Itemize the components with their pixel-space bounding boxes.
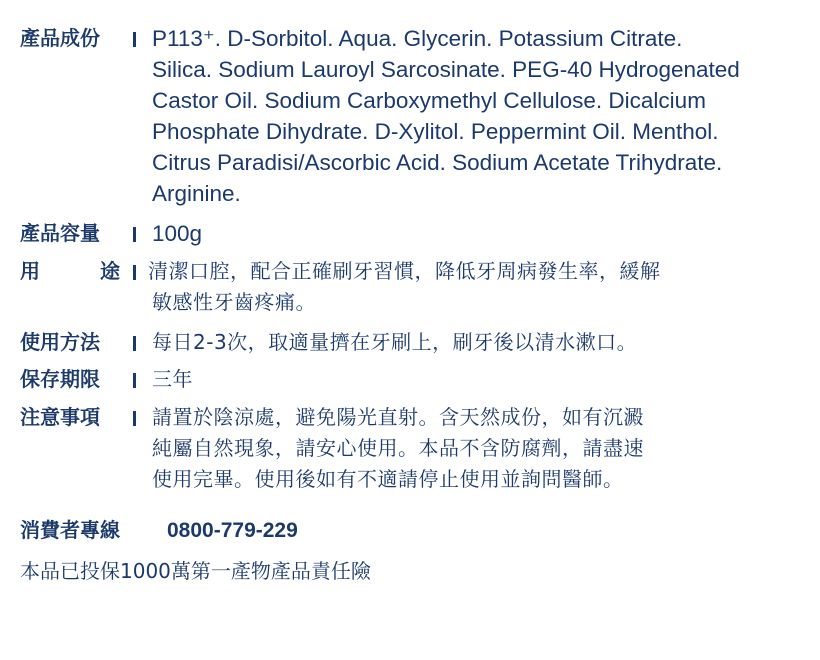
separator-bar bbox=[133, 265, 136, 280]
ingredients-line-6: Arginine. bbox=[152, 181, 241, 206]
ingredients-line-5: Citrus Paradisi/Ascorbic Acid. Sodium Acetate Trihydrate. bbox=[152, 150, 723, 175]
separator-bar bbox=[133, 336, 136, 351]
capacity-value: 100g bbox=[152, 221, 203, 246]
directions-label: 使用方法 bbox=[20, 330, 100, 354]
shelf-life-value: 三年 bbox=[152, 367, 193, 391]
separator-bar bbox=[133, 373, 136, 388]
cautions-line-1: 請置於陰涼處，避免陽光直射。含天然成份，如有沉澱 bbox=[152, 405, 644, 429]
ingredients-line-4: Phosphate Dihydrate. D-Xylitol. Peppermint Oil. Menthol. bbox=[152, 119, 719, 144]
ingredients-line-1: P113⁺. D-Sorbitol. Aqua. Glycerin. Potassium Citrate. bbox=[152, 26, 683, 51]
hotline-number: 0800-779-229 bbox=[167, 519, 298, 542]
cautions-line-3: 使用完畢。使用後如有不適請停止使用並詢問醫師。 bbox=[152, 467, 624, 491]
hotline-label: 消費者專線 bbox=[20, 518, 120, 542]
shelf-life-label: 保存期限 bbox=[20, 367, 100, 391]
ingredients-line-2: Silica. Sodium Lauroyl Sarcosinate. PEG-40 Hydrogenated bbox=[152, 57, 740, 82]
usage-line-2: 敏感性牙齒疼痛。 bbox=[152, 290, 316, 314]
ingredients-label: 產品成份 bbox=[20, 26, 100, 50]
separator-bar bbox=[133, 32, 136, 47]
cautions-line-2: 純屬自然現象，請安心使用。本品不含防腐劑，請盡速 bbox=[152, 436, 644, 460]
ingredients-line-3: Castor Oil. Sodium Carboxymethyl Cellulose. Dicalcium bbox=[152, 88, 706, 113]
insurance-note: 本品已投保1000萬第一產物產品責任險 bbox=[20, 559, 371, 583]
usage-line-1: 清潔口腔，配合正確刷牙習慣，降低牙周病發生率，緩解 bbox=[148, 259, 661, 283]
capacity-label: 產品容量 bbox=[20, 221, 100, 245]
separator-bar bbox=[133, 411, 136, 426]
separator-bar bbox=[133, 227, 136, 242]
usage-label: 用途 bbox=[20, 259, 120, 283]
directions-value: 每日2-3次，取適量擠在牙刷上，刷牙後以清水漱口。 bbox=[152, 330, 638, 354]
cautions-label: 注意事項 bbox=[20, 405, 100, 429]
